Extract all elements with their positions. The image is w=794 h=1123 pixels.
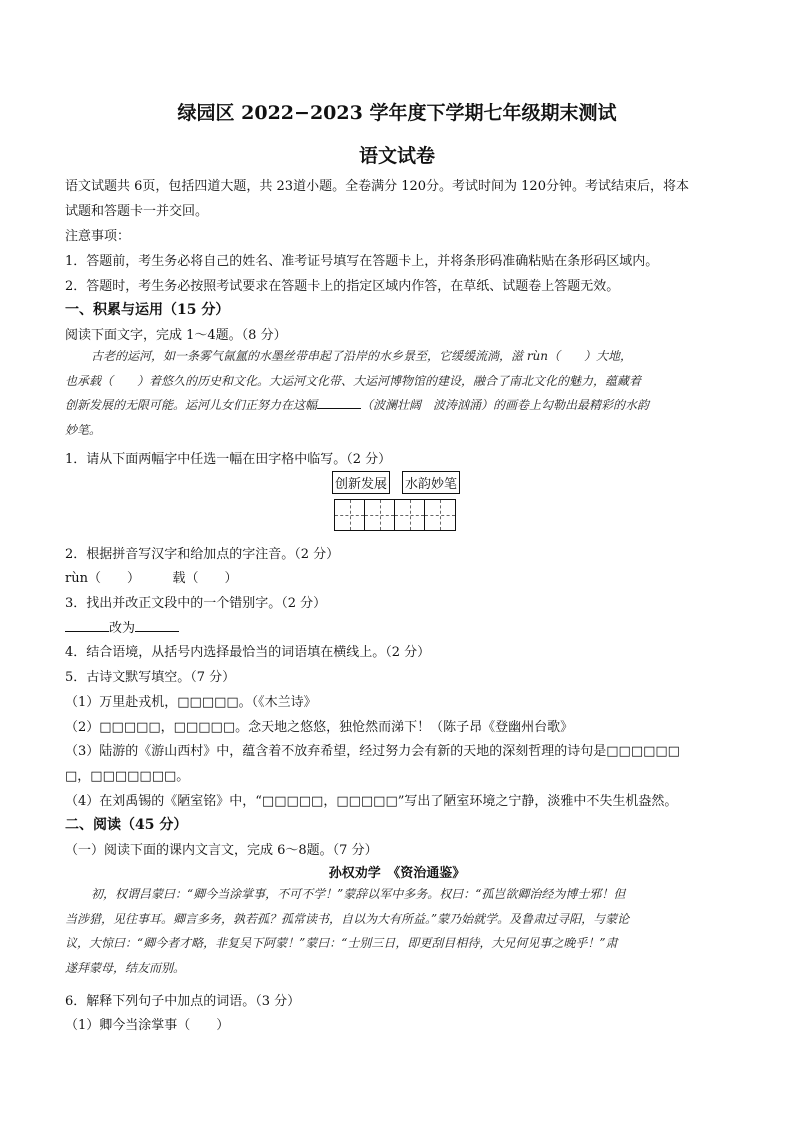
notes-heading: 注意事项： (65, 229, 131, 244)
classical-line-3: 议，大惊曰：“卿今者才略，非复吴下阿蒙！”蒙曰：“士别三日，即更刮目相待，大兄何见事之晚乎！”肃 (65, 936, 618, 950)
question-3-answer[interactable] (65, 617, 179, 636)
classical-line-4: 遂拜蒙母，结友而别。 (65, 960, 186, 975)
question-2: 2．根据拼音写汉字和给加点的字注音。（2 分） (65, 547, 340, 562)
answer-blank[interactable] (65, 619, 109, 632)
exam-subtitle: 语文试卷 (358, 145, 435, 167)
question-6: 6．解释下列句子中加点的词语。（3 分） (65, 994, 301, 1009)
question-3: 3．找出并改正文段中的一个错别字。（2 分） (65, 596, 327, 611)
question-5-4: （4）在刘禹锡的《陋室铭》中，“□□□□□，□□□□□”写出了陋室环境之宁静，淡雅中不失生机盎然。 (65, 794, 678, 809)
notes-item-1: 1．答题前，考生务必将自己的姓名、准考证号填写在答题卡上，并将条形码准确粘贴在条形码区域内。 (65, 254, 659, 269)
passage-line-3a: 创新发展的无限可能。运河儿女们正努力在这幅 (65, 398, 318, 412)
section2-passage (65, 882, 740, 980)
change-to-label: 改为 (109, 621, 136, 636)
grid-cell[interactable] (335, 500, 365, 530)
intro-line-1: 语文试题共 6页，包括四道大题，共 23道小题。全卷满分 120分。考试时间为 120分钟。考试结束后，将本 (65, 179, 689, 194)
classical-line-1: 初，权谓吕蒙曰：“卿今当涂掌事，不可不学！”蒙辞以军中多务。权曰：“孤岂欲卿治经为博士邪！但 (91, 887, 626, 901)
intro-line-2: 试题和答题卡一并交回。 (65, 204, 209, 219)
notes-item-2: 2．答题时，考生务必按照考试要求在答题卡上的指定区域内作答，在草纸、试题卷上答题无效。 (65, 279, 620, 294)
question-5-3a: （3）陆游的《游山西村》中，蕴含着不放弃希望，经过努力会有新的天地的深刻哲理的诗句是□□□□□□ (65, 744, 680, 759)
question-6-1: （1）卿今当涂掌事（ ） (65, 1018, 230, 1033)
section2-heading: 二、阅读（45 分） (65, 817, 188, 833)
grid-cell[interactable] (425, 500, 455, 530)
passage-line-4: 妙笔。 (65, 422, 102, 437)
question-5: 5．古诗文默写填空。（7 分） (65, 670, 236, 685)
question-4: 4．结合语境，从括号内选择最恰当的词语填在横线上。（2 分） (65, 645, 431, 660)
passage-title: 孙权劝学 《资治通鉴》 (328, 866, 466, 881)
tian-zi-grid[interactable] (334, 499, 456, 531)
section1-passage (65, 344, 740, 442)
grid-cell[interactable] (365, 500, 395, 530)
section2-sub1: （一）阅读下面的课内文言文，完成 6～8题。（7 分） (65, 843, 378, 858)
passage-line-3b: （波澜壮阔 波涛汹涌）的画卷上勾勒出最精彩的水韵 (361, 398, 650, 412)
calligraphy-sample-b: 水韵妙笔 (402, 471, 460, 494)
exam-title: 绿园区 2022−2023 学年度下学期七年级期末测试 (177, 102, 617, 124)
classical-line-2: 当涉猎，见往事耳。卿言多务，孰若孤？孤常读书，自以为大有所益。”蒙乃始就学。及鲁肃过寻阳，与蒙论 (65, 911, 630, 926)
section1-heading: 一、积累与运用（15 分） (65, 302, 230, 318)
question-1: 1．请从下面两幅字中任选一幅在田字格中临写。（2 分） (65, 452, 392, 467)
passage-line-2: 也承载（ ）着悠久的历史和文化。大运河文化带、大运河博物馆的建设，融合了南北文化的魅力，蕴藏着 (65, 373, 642, 388)
question-5-2: （2）□□□□□，□□□□□。念天地之悠悠，独怆然而涕下！（陈子昂《登幽州台歌》 (65, 720, 574, 735)
calligraphy-sample-a: 创新发展 (332, 471, 390, 494)
grid-cell[interactable] (395, 500, 425, 530)
fill-blank[interactable] (317, 396, 361, 409)
question-5-1: （1）万里赴戎机，□□□□□。（《木兰诗》 (65, 695, 317, 710)
question-5-3b: □，□□□□□□□。 (65, 769, 190, 784)
passage-line-1: 古老的运河，如一条雾气氤氲的水墨丝带串起了沿岸的水乡景至，它缓缓流淌，滋 rùn（ ）大地， (91, 349, 633, 363)
answer-blank[interactable] (135, 619, 179, 632)
question-2-answer[interactable]: rùn（ ） 载（ ） (65, 571, 238, 586)
section1-instruction: 阅读下面文字，完成 1～4题。（8 分） (65, 328, 287, 343)
